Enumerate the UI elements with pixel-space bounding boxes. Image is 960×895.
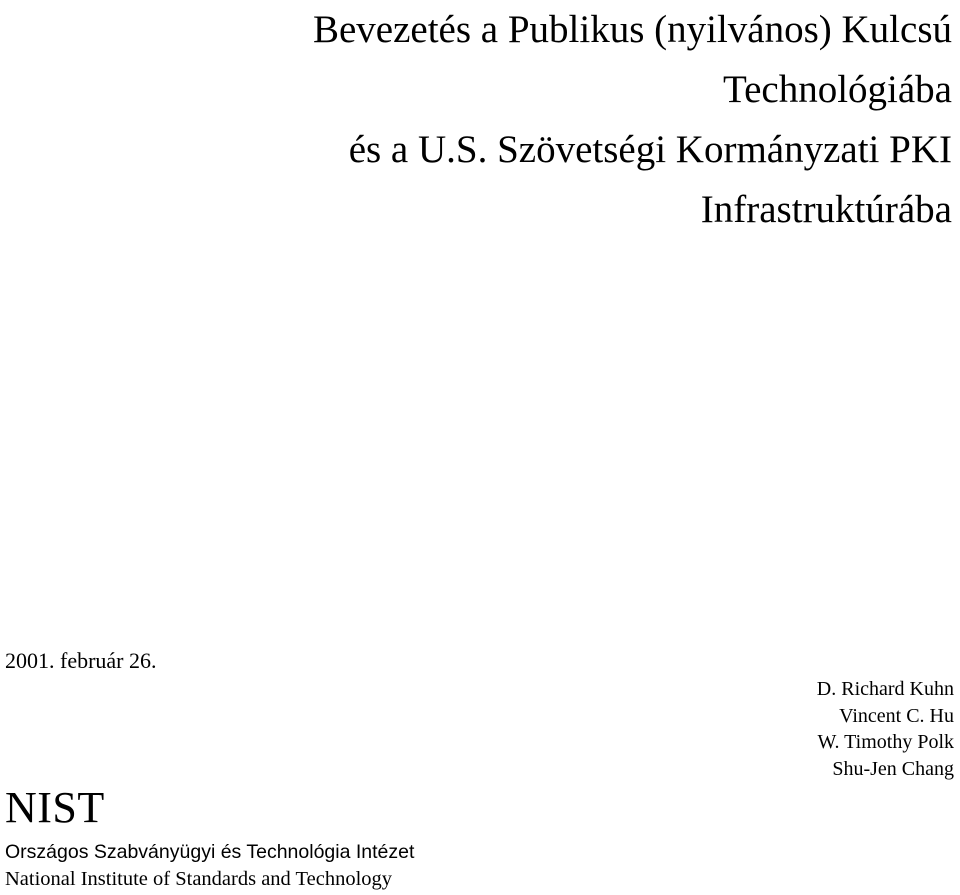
title-line-2: Technológiába — [722, 68, 952, 111]
organization-name-hungarian: Országos Szabványügyi és Technológia Intézet — [5, 841, 415, 863]
author-name: Vincent C. Hu — [839, 704, 954, 727]
nist-logo: NIST — [5, 783, 105, 832]
organization-name-english: National Institute of Standards and Technology — [5, 868, 393, 890]
document-title — [313, 0, 952, 240]
author-name: D. Richard Kuhn — [816, 678, 954, 700]
title-line-1: Bevezetés a Publikus (nyilvános) Kulcsú — [312, 8, 952, 51]
author-list — [817, 676, 954, 782]
author-name: W. Timothy Polk — [817, 731, 954, 753]
author-name: Shu-Jen Chang — [832, 757, 954, 780]
title-line-3: és a U.S. Szövetségi Kormányzati PKI — [348, 128, 952, 171]
publication-date: 2001. február 26. — [5, 648, 157, 673]
title-line-4: Infrastruktúrába — [700, 188, 952, 231]
